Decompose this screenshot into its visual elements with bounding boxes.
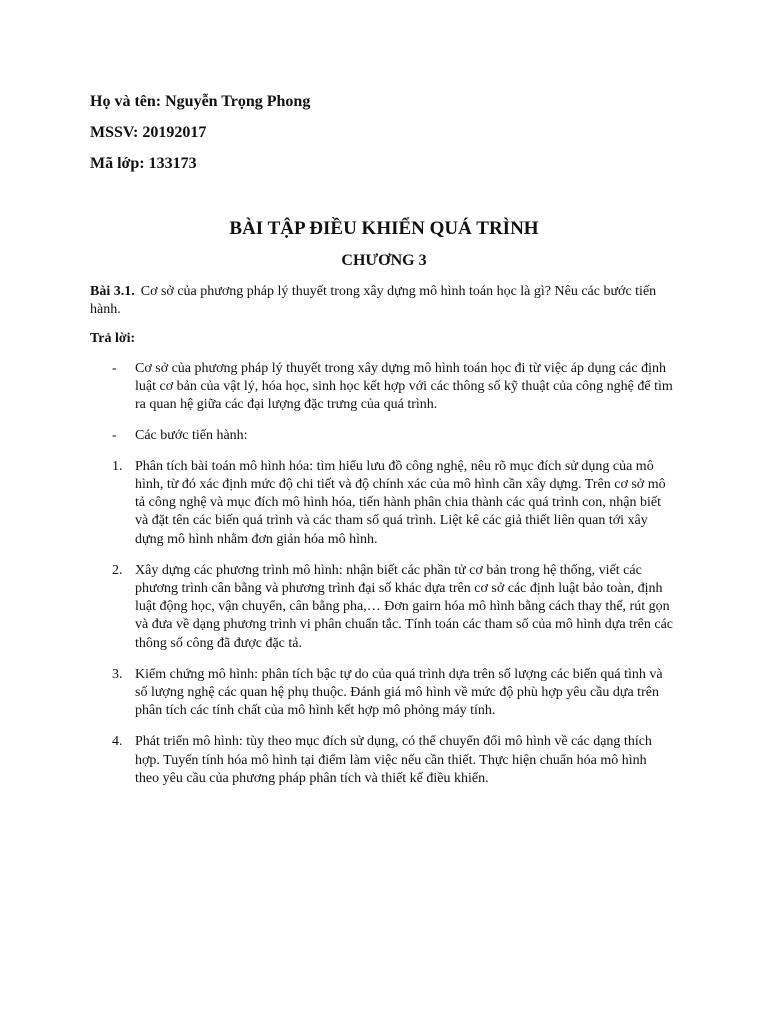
bullet-item (90, 427, 678, 445)
answer-label: Trả lời: (90, 331, 136, 346)
step-number: 2. (112, 562, 123, 578)
step-item (90, 562, 678, 653)
bullet-marker: - (112, 361, 117, 376)
question-text: Cơ sở của phương pháp lý thuyết trong xây dựng mô hình toán học là gì? Nêu các bước tiến hành. (90, 284, 657, 317)
step-text: Kiểm chứng mô hình: phân tích bậc tự do của quá trình dựa trên số lượng các biến quá tình và số lượng nghệ các quan hệ phụ thuộc. Đánh giá mô hình về mức độ phù hợp yêu cầu dựa trên phân tích các tính chất của mô hình kết hợp mô phỏng máy tính. (135, 666, 663, 719)
student-id-value: 20192017 (142, 124, 207, 141)
step-number: 3. (112, 666, 123, 682)
step-text: Phát triển mô hình: tùy theo mục đích sử dụng, có thể chuyển đổi mô hình về các dạng thích hợp. Tuyến tính hóa mô hình tại điểm làm việc nếu cần thiết. Thực hiện chuẩn hóa mô hình theo yêu cầu của phương pháp phân tích và thiết kế điều khiển. (135, 734, 652, 786)
class-code-value: 133173 (148, 155, 197, 172)
student-id-label: MSSV: (90, 124, 139, 141)
student-id-line (90, 123, 678, 143)
step-number: 1. (112, 458, 123, 474)
chapter-heading: CHƯƠNG 3 (341, 252, 427, 269)
step-item (90, 666, 678, 721)
step-text: Xây dựng các phương trình mô hình: nhận biết các phần tử cơ bản trong hệ thống, viết các phương trình cân bằng và phương trình đại số khác dựa trên cơ sở các định luật bảo toàn, định luật động học, vận chuyển, cân bằng pha,… Đơn gairn hóa mô hình bằng cách thay thế, rút gọn và đưa về dạng phương trình vi phân chuẩn tắc. Tính toán các tham số của mô hình dựa trên các thông số công đã được đặc tả. (135, 562, 674, 651)
step-text: Phân tích bài toán mô hình hóa: tìm hiểu lưu đồ công nghệ, nêu rõ mục đích sử dụng của mô hình, từ đó xác định mức độ chi tiết và độ chính xác của mô hình cần xây dựng. Trên cơ sở mô tả công nghệ và mục đích mô hình hóa, tiến hành phân chia thành các quá trình con, nhận biết và đặt tên các biến quá trình và các tham số quá trình. Liệt kê các giả thiết liên quan tới xây dựng mô hình nhằm đơn giản hóa mô hình. (135, 458, 666, 547)
step-number: 4. (112, 734, 123, 750)
question-block (90, 283, 678, 319)
student-name-label: Họ và tên: (90, 93, 162, 110)
step-item (90, 733, 678, 788)
question-number: Bài 3.1. (90, 284, 135, 299)
bullet-text: Các bước tiến hành: (135, 427, 248, 443)
step-item (90, 458, 678, 549)
class-code-line (90, 154, 678, 174)
student-name-line (90, 92, 678, 112)
bullet-text: Cơ sở của phương pháp lý thuyết trong xây dựng mô hình toán học đi từ việc áp dụng các định luật cơ bản của vật lý, hóa học, sinh học kết hợp với các thông số kỹ thuật của công nghệ để tìm ra quan hệ giữa các đại lượng đặc trưng của quá trình. (135, 361, 673, 413)
bullet-marker: - (112, 427, 117, 443)
student-name-value: Nguyễn Trọng Phong (165, 93, 311, 110)
class-code-label: Mã lớp: (90, 155, 145, 172)
bullet-item (90, 360, 678, 415)
document-title: BÀI TẬP ĐIỀU KHIỂN QUÁ TRÌNH (229, 218, 539, 239)
